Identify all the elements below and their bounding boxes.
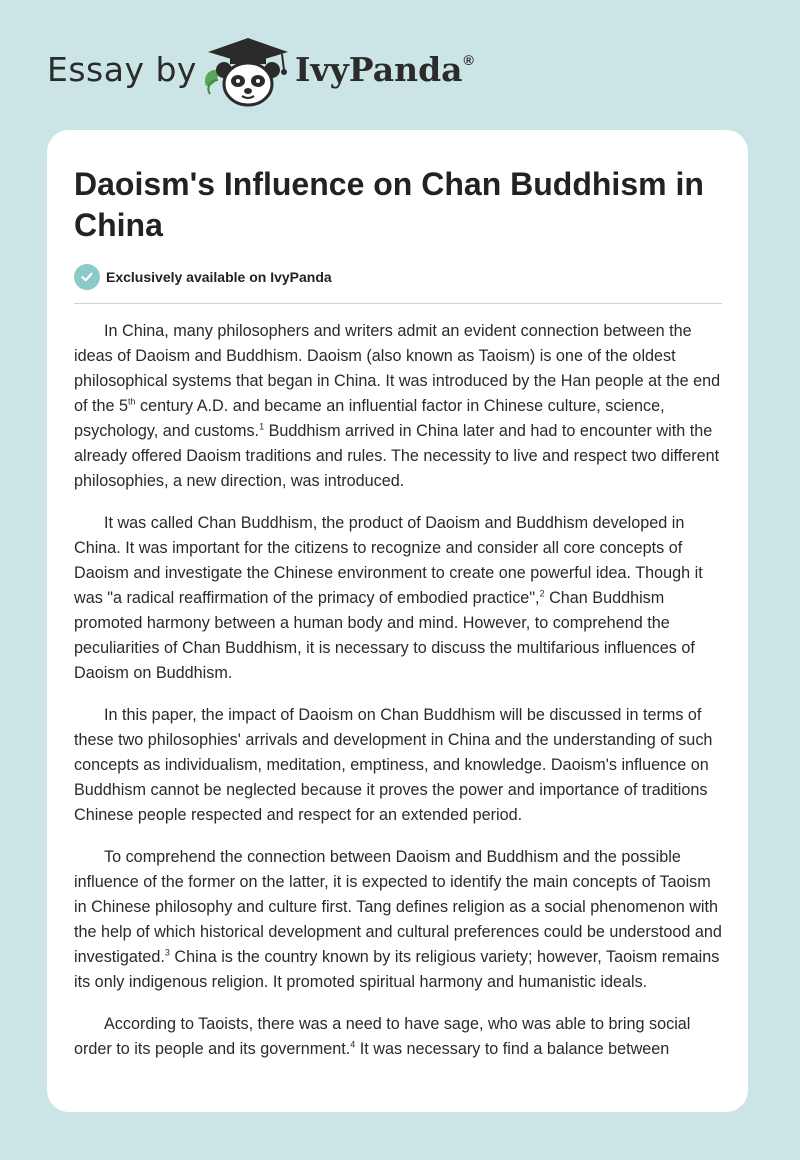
footnote-ref-2: 2 xyxy=(539,588,545,599)
footnote-ref-1: 1 xyxy=(259,421,265,432)
footnote-ref-3: 3 xyxy=(164,947,170,958)
paragraph-5 xyxy=(74,1012,724,1062)
paragraph-4-text-a: To comprehend the connection between Daoism and Buddhism and the possible influence of the former on the latter, it is expected to identify the main concepts of Taoism in Chinese philosophy and culture first. Tang defines religion as a social phenomenon with the help of which historical development and cultural preferences could be understood and investigated. xyxy=(74,848,722,966)
paragraph-5-text-b: It was necessary to find a balance between xyxy=(355,1040,670,1058)
paragraph-2 xyxy=(74,511,724,686)
essay-by-label: Essay by xyxy=(47,50,197,89)
paragraph-5-text-a: According to Taoists, there was a need to have sage, who was able to bring social order to its people and its government. xyxy=(74,1015,691,1058)
paragraph-1-text-b: century A.D. and became an influential factor in Chinese culture, science, psychology, and customs. xyxy=(74,397,665,440)
essay-title: Daoism's Influence on Chan Buddhism in China xyxy=(74,166,704,243)
essay-body xyxy=(74,319,724,1079)
paragraph-2-text-b: Chan Buddhism promoted harmony between a human body and mind. However, to comprehend the peculiarities of Chan Buddhism, it is necessary to discuss the multifarious influences of Daoism on Buddhism. xyxy=(74,589,695,682)
paragraph-2-text-a: It was called Chan Buddhism, the product of Daoism and Buddhism developed in China. It was important for the citizens to recognize and consider all core concepts of Daoism and investigate the Chinese environment to create one powerful idea. Though it was "a radical reaffirmation of the primacy of embodied practice", xyxy=(74,514,703,607)
footnote-ref-4: 4 xyxy=(350,1039,356,1050)
ordinal-suffix: th xyxy=(128,396,136,407)
paragraph-1-text-c: Buddhism arrived in China later and had to encounter with the already offered Daoism traditions and rules. The necessity to live and respect two different philosophies, a new direction, was introduced. xyxy=(74,422,720,490)
check-circle-icon xyxy=(74,264,100,290)
brand-name xyxy=(295,50,474,89)
paragraph-4-text-b: China is the country known by its religious variety; however, Taoism remains its only indigenous religion. It promoted spiritual harmony and humanistic ideals. xyxy=(74,948,720,991)
exclusive-badge-label: Exclusively available on IvyPanda xyxy=(106,269,332,285)
exclusive-badge xyxy=(74,264,332,290)
panda-graduate-icon xyxy=(200,36,296,108)
paragraph-4 xyxy=(74,845,724,995)
site-header xyxy=(0,0,800,130)
paragraph-1-text-a: In China, many philosophers and writers admit an evident connection between the ideas of Daoism and Buddhism. Daoism (also known as Taoism) is one of the oldest philosophical systems that began in China. It was introduced by the Han people at the end of the 5 xyxy=(74,322,721,415)
divider xyxy=(74,303,722,304)
paragraph-3: In this paper, the impact of Daoism on Chan Buddhism will be discussed in terms of these two philosophies' arrivals and development in China and the understanding of such concepts as individualism, meditation, emptiness, and knowledge. Daoism's influence on Buddhism cannot be neglected because it proves the power and importance of traditions Chinese people respected and respect for an extended period. xyxy=(74,706,713,824)
essay-card xyxy=(47,130,748,1112)
registered-mark: ® xyxy=(463,52,474,68)
paragraph-1 xyxy=(74,319,724,494)
brand-name-text: IvyPanda xyxy=(295,50,463,89)
